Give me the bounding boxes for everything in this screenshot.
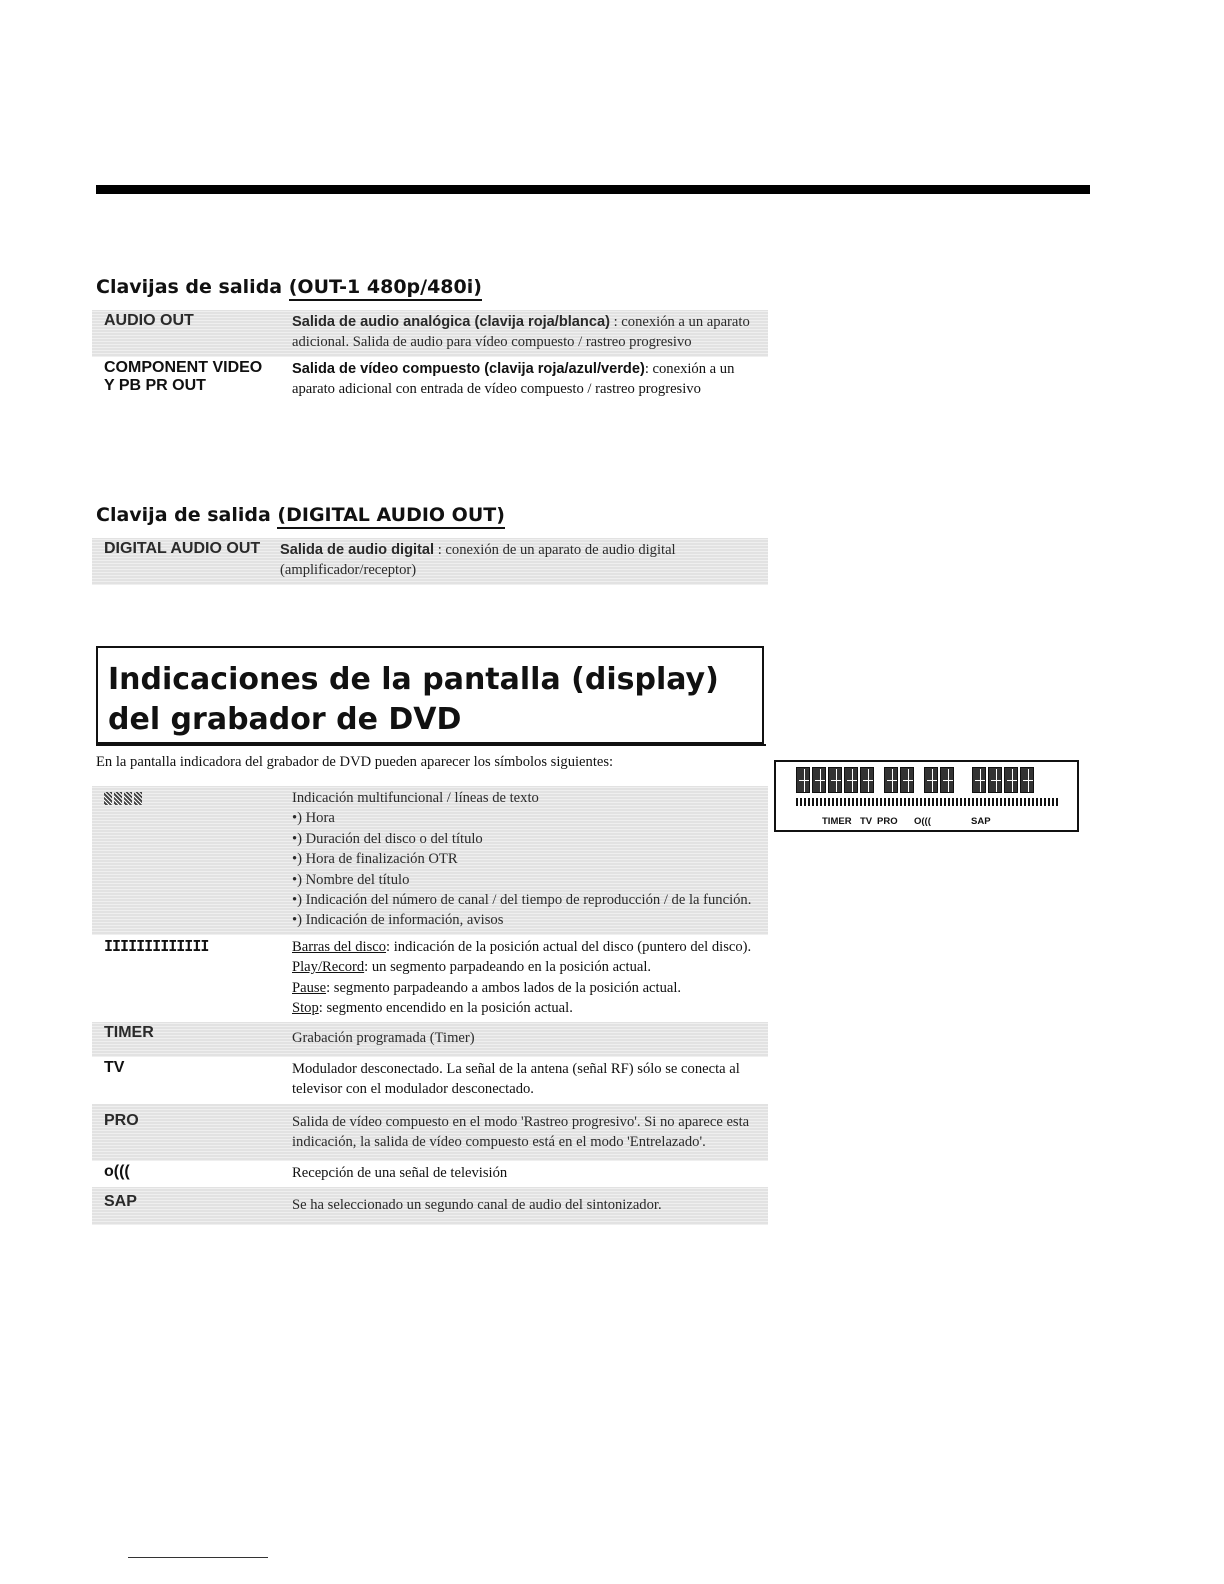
- indications-table: [92, 786, 768, 1225]
- row-label: PRO: [92, 1104, 292, 1161]
- section-heading-out1: [96, 276, 482, 298]
- dvd-display-illustration: [774, 760, 1079, 832]
- table-row: [92, 1104, 768, 1161]
- table-row: [92, 1022, 768, 1056]
- multi-line: •) Duración del disco o del título: [292, 830, 483, 847]
- bars-text: : segmento parpadeando a ambos lados de la posición actual.: [326, 979, 682, 996]
- row-description: Salida de vídeo compuesto en el modo 'Rastreo progresivo'. Si no aparece esta indicación, la salida de vídeo compuesto está en el modo 'Entrelazado'.: [292, 1104, 768, 1161]
- row-label: o(((: [104, 1162, 130, 1180]
- underlined-term: Pause: [292, 979, 327, 996]
- heading-text: Clavijas de salida: [96, 276, 289, 298]
- bars-line: [292, 937, 754, 957]
- table-row: [92, 1187, 768, 1225]
- intro-text: En la pantalla indicadora del grabador de DVD pueden aparecer los símbolos siguientes:: [96, 754, 614, 770]
- bars-text: : indicación de la posición actual del disco (puntero del disco).: [386, 938, 752, 955]
- display-section-title-box: [96, 646, 764, 744]
- row-description: Se ha seleccionado un segundo canal de audio del sintonizador.: [292, 1187, 768, 1225]
- table-row: [92, 1057, 768, 1104]
- heading-underlined-text: (DIGITAL AUDIO OUT): [277, 504, 504, 529]
- bars-text: : un segmento parpadeando en la posición actual.: [364, 959, 652, 976]
- row-label: [92, 935, 292, 1023]
- row-text: : conexión a un aparato adicional con entrada de vídeo compuesto / rastreo progresivo: [292, 360, 735, 398]
- display-indicator-signal: O(((: [914, 816, 931, 827]
- disc-bars-icon: IIIIIIIIIIIII: [104, 936, 209, 955]
- row-label: [92, 786, 292, 935]
- heading-text: Clavija de salida: [96, 504, 278, 526]
- display-indicator-timer: TIMER: [822, 816, 852, 827]
- multi-line: •) Indicación del número de canal / del tiempo de reproducción / de la función.: [292, 892, 752, 909]
- row-bold-text: Salida de audio digital: [280, 542, 435, 558]
- multi-line: Indicación multifuncional / líneas de texto: [292, 790, 539, 806]
- multi-line: •) Nombre del título: [292, 871, 410, 888]
- table-row: [92, 786, 768, 935]
- row-description: Grabación programada (Timer): [292, 1022, 768, 1056]
- row-text: : conexión de un aparato de audio digital (amplificador/receptor): [280, 542, 676, 579]
- display-indicator-tv: TV: [860, 816, 873, 827]
- row-label: SAP: [92, 1187, 292, 1225]
- row-description: [292, 786, 768, 935]
- table-row: [92, 357, 768, 404]
- row-description: [280, 538, 768, 585]
- out1-table: [92, 310, 768, 404]
- table-row: [92, 1161, 768, 1187]
- row-description: [292, 935, 768, 1023]
- digital-table: [92, 538, 768, 585]
- row-label: DIGITAL AUDIO OUT: [92, 538, 280, 585]
- row-label: TIMER: [92, 1022, 292, 1056]
- row-description: Recepción de una señal de televisión: [292, 1164, 508, 1181]
- bars-line: [292, 957, 754, 977]
- bars-line: [292, 998, 754, 1018]
- row-description: [292, 357, 768, 404]
- multi-line: •) Indicación de información, avisos: [292, 912, 504, 929]
- table-row: [92, 935, 768, 1023]
- display-indicator-sap: SAP: [971, 816, 991, 827]
- footer-rule: [128, 1557, 268, 1558]
- table-row: [92, 310, 768, 357]
- row-description: [292, 310, 768, 357]
- row-bold-text: Salida de audio analógica (clavija roja/blanca): [292, 314, 610, 330]
- table-row: [92, 538, 768, 585]
- underlined-term: Play/Record: [292, 959, 365, 976]
- top-rule: [96, 185, 1090, 194]
- display-section-title: Indicaciones de la pantalla (display) del grabador de DVD: [108, 662, 719, 737]
- multi-line: •) Hora de finalización OTR: [292, 851, 458, 868]
- row-label: TV: [104, 1058, 125, 1076]
- bars-line: [292, 978, 754, 998]
- row-text: : conexión a un aparato adicional. Salida de audio para vídeo compuesto / rastreo progresivo: [292, 314, 750, 351]
- display-digits: [796, 767, 1034, 793]
- bars-text: : segmento encendido en la posición actual.: [318, 1000, 573, 1017]
- row-label: AUDIO OUT: [92, 310, 292, 357]
- underlined-term: Barras del disco: [292, 938, 387, 955]
- display-indicator-pro: PRO: [877, 816, 898, 827]
- multi-line: •) Hora: [292, 810, 335, 827]
- display-disc-bars: [796, 798, 1060, 806]
- segment-digits-icon: [104, 792, 142, 805]
- row-bold-text: Salida de vídeo compuesto (clavija roja/azul/verde): [292, 360, 645, 377]
- row-label: COMPONENT VIDEO Y PB PR OUT: [104, 358, 263, 394]
- underlined-term: Stop: [292, 1000, 319, 1017]
- heading-underlined-text: (OUT-1 480p/480i): [289, 276, 482, 301]
- section-heading-digital: [96, 504, 505, 526]
- title-underline: [96, 744, 766, 746]
- row-description: Modulador desconectado. La señal de la antena (señal RF) sólo se conecta al televisor con el modulador desconectado.: [292, 1060, 740, 1098]
